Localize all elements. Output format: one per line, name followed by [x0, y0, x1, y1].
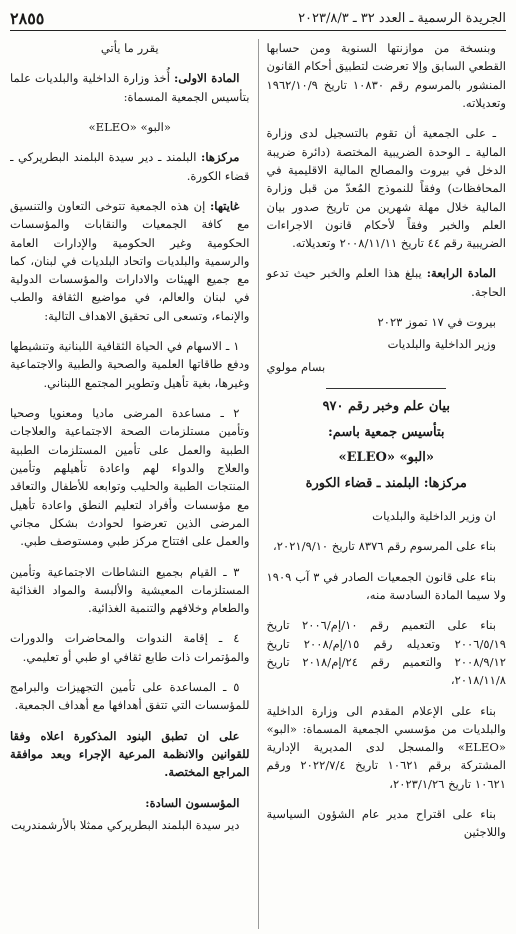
minister-title: وزير الداخلية والبلديات [387, 337, 496, 352]
founder-1: دير سيدة البلمند البطريركي ممثلا بالأرشمندريت [11, 817, 240, 832]
goals-text: إن هذه الجمعية تتوخى التعاون والتنسيق مع كافة الجمعيات والنقابات والمؤسسات الحكومية وغير الحكومية والإدارات العامة والرسمية والبلديات واتحاد البلديات في لبنان، كما مع جميع الهيئات والادارات والمؤسسات الدولية في لبنان والعالم، في مواضيع الثقافة والطب والإنماء، وتسعى الى تحقيق الاهداف التالية: [10, 198, 250, 323]
association-name: «البو» «ELEO» [338, 450, 435, 465]
announcement-subtitle: بتأسيس جمعية باسم: [327, 424, 445, 440]
headquarters-label: مركزها: [201, 150, 240, 165]
page-header [10, 6, 506, 31]
article-four-text: يبلغ هذا العلم والخبر حيث تدعو الحاجة. [266, 266, 506, 299]
minister-name: بسام مولوي [266, 359, 326, 374]
gazette-title: الجريدة الرسمية ـ العدد ٣٢ ـ ٢٠٢٣/٨/٣ [298, 10, 506, 26]
section-divider [326, 388, 446, 389]
compliance-note: على ان تطبق البنود المذكورة اعلاه وفقا للقوانين والانظمة المرعية الإجراء وبعد موافقة المراجع المختصة. [10, 728, 250, 780]
headquarters-text: البلمند ـ دير سيدة البلمند البطريركي ـ قضاء الكورة. [10, 150, 250, 183]
paragraph-tax-registration: ـ على الجمعية أن تقوم بالتسجيل لدى وزارة المالية ـ الوحدة الضريبية المختصة (دائرة ضريبة الدخل في بيروت والمصالح المالية الاقليمية في المحافظات) وفقاً للنموذج المُعدّ من قبل وزارة المالية خلال مهلة شهرين من تاريخ صدور بيان العلم والخبر وفقاً لأحكام قانون الاجراءات الضريبية رقم ٤٤ تاريخ ٢٠٠٨/١١/١١ وتعديلاته. [266, 126, 506, 251]
paragraph-budget: وبنسخة من موازنتها السنوية ومن حسابها القطعي السابق وإلا تعرضت لتطبيق أحكام القانون المنشور بالمرسوم رقم ١٠٨٣٠ تاريخ ١٩٦٢/١٠/٩ وتعديلاته. [266, 41, 506, 110]
association-hq: مركزها: البلمند ـ قضاء الكورة [305, 475, 467, 491]
page-number: ٢٨٥٥ [10, 8, 45, 28]
goal-1: ١ ـ الاسهام في الحياة الثقافية اللبنانية وتنشيطها ودفع طاقاتها العلمية والصحية والطبية والاجتماعية وغيرها، بغية تأهيل وتطوير المجتمع اللبناني. [10, 339, 250, 390]
place-date: بيروت في ١٧ تموز ٢٠٢٣ [377, 315, 496, 330]
basis-law: بناء على قانون الجمعيات الصادر في ٣ آب ١٩٠٩ ولا سيما المادة السادسة منه، [266, 569, 506, 602]
announcement-number: بيان علم وخبر رقم ٩٧٠ [322, 399, 450, 414]
goal-5: ٥ ـ المساعدة على تأمين التجهيزات والبرامج للمؤسسات التي تتفق أهدافها مع أهداف الجمعية. [10, 680, 250, 713]
goals [10, 197, 250, 325]
founders-label: المؤسسون السادة: [145, 795, 240, 810]
goals-label: غايتها: [210, 198, 240, 213]
headquarters [10, 148, 250, 185]
article-four-label: المادة الرابعة: [426, 266, 497, 281]
right-column [259, 39, 507, 929]
minister-intro: ان وزير الداخلية والبلديات [372, 509, 496, 523]
basis-circulars: بناء على التعميم رقم ١٠/إم/٢٠٠٦ تاريخ ٢٠٠٦/٥/١٩ وتعديله رقم ١٥/إم/٢٠٠٨ تاريخ ٢٠٠٨/٩/١٢ والتعميم رقم ٢٤/إم/٢٠١٨ تاريخ ٢٠١٨/١١/٨، [266, 618, 506, 688]
article-four [267, 264, 507, 301]
basis-proposal: بناء على اقتراح مدير عام الشؤون السياسية واللاجئين [266, 807, 506, 840]
association-name-left: «البو» «ELEO» [88, 119, 171, 134]
decides-heading: يقرر ما يأتي [100, 41, 159, 55]
basis-decree: بناء على المرسوم رقم ٨٣٧٦ تاريخ ٢٠٢١/٩/١٠، [273, 539, 496, 554]
goal-3: ٣ ـ القيام بجميع النشاطات الاجتماعية وتأمين المستلزمات المعيشية والألبسة والمواد الغذائية والطعام وخلافهم والتنمية الغذائية. [10, 564, 250, 616]
basis-notification: بناء على الإعلام المقدم الى وزارة الداخلية والبلديات من مؤسسي الجمعية المسماة: «البو» «ELEO» والمسجل لدى المديرية الإدارية المشتركة برقم ١٠٦٢١ تاريخ ٢٠٢٢/٧/٤ ورقم ١٠٦٢١ تاريخ ٢٠٢٣/١/٢٦، [266, 703, 506, 791]
article-one-text: أُخذ وزارة الداخلية والبلديات علما بتأسيس الجمعية المسماة: [10, 71, 250, 104]
goal-4: ٤ ـ إقامة الندوات والمحاضرات والدورات والمؤتمرات ذات طابع ثقافي او طبي أو تعليمي. [10, 631, 250, 664]
goal-2: ٢ ـ مساعدة المرضى ماديا ومعنويا وصحيا وتأمين مستلزمات الصحة الاجتماعية والعلاجات الطبية والعمل على تأمين المستلزمات الطبية والعلاج والدواء لهم واعادة تأهيلهم وتأمين المنتجات الطبية والحليب وتوابعه للأطفال والتعاقد مع مؤسسات وأفراد لتعليم النطق واعادة تأهيل المرضى الذين تعرضوا لحوادث بشكل مجاني والعمل على افتتاح مركز طبي ومستوصف طبي. [10, 406, 250, 549]
article-one-label: المادة الاولى: [173, 71, 240, 86]
article-one [10, 69, 250, 106]
left-column [10, 39, 259, 929]
columns [10, 39, 506, 929]
